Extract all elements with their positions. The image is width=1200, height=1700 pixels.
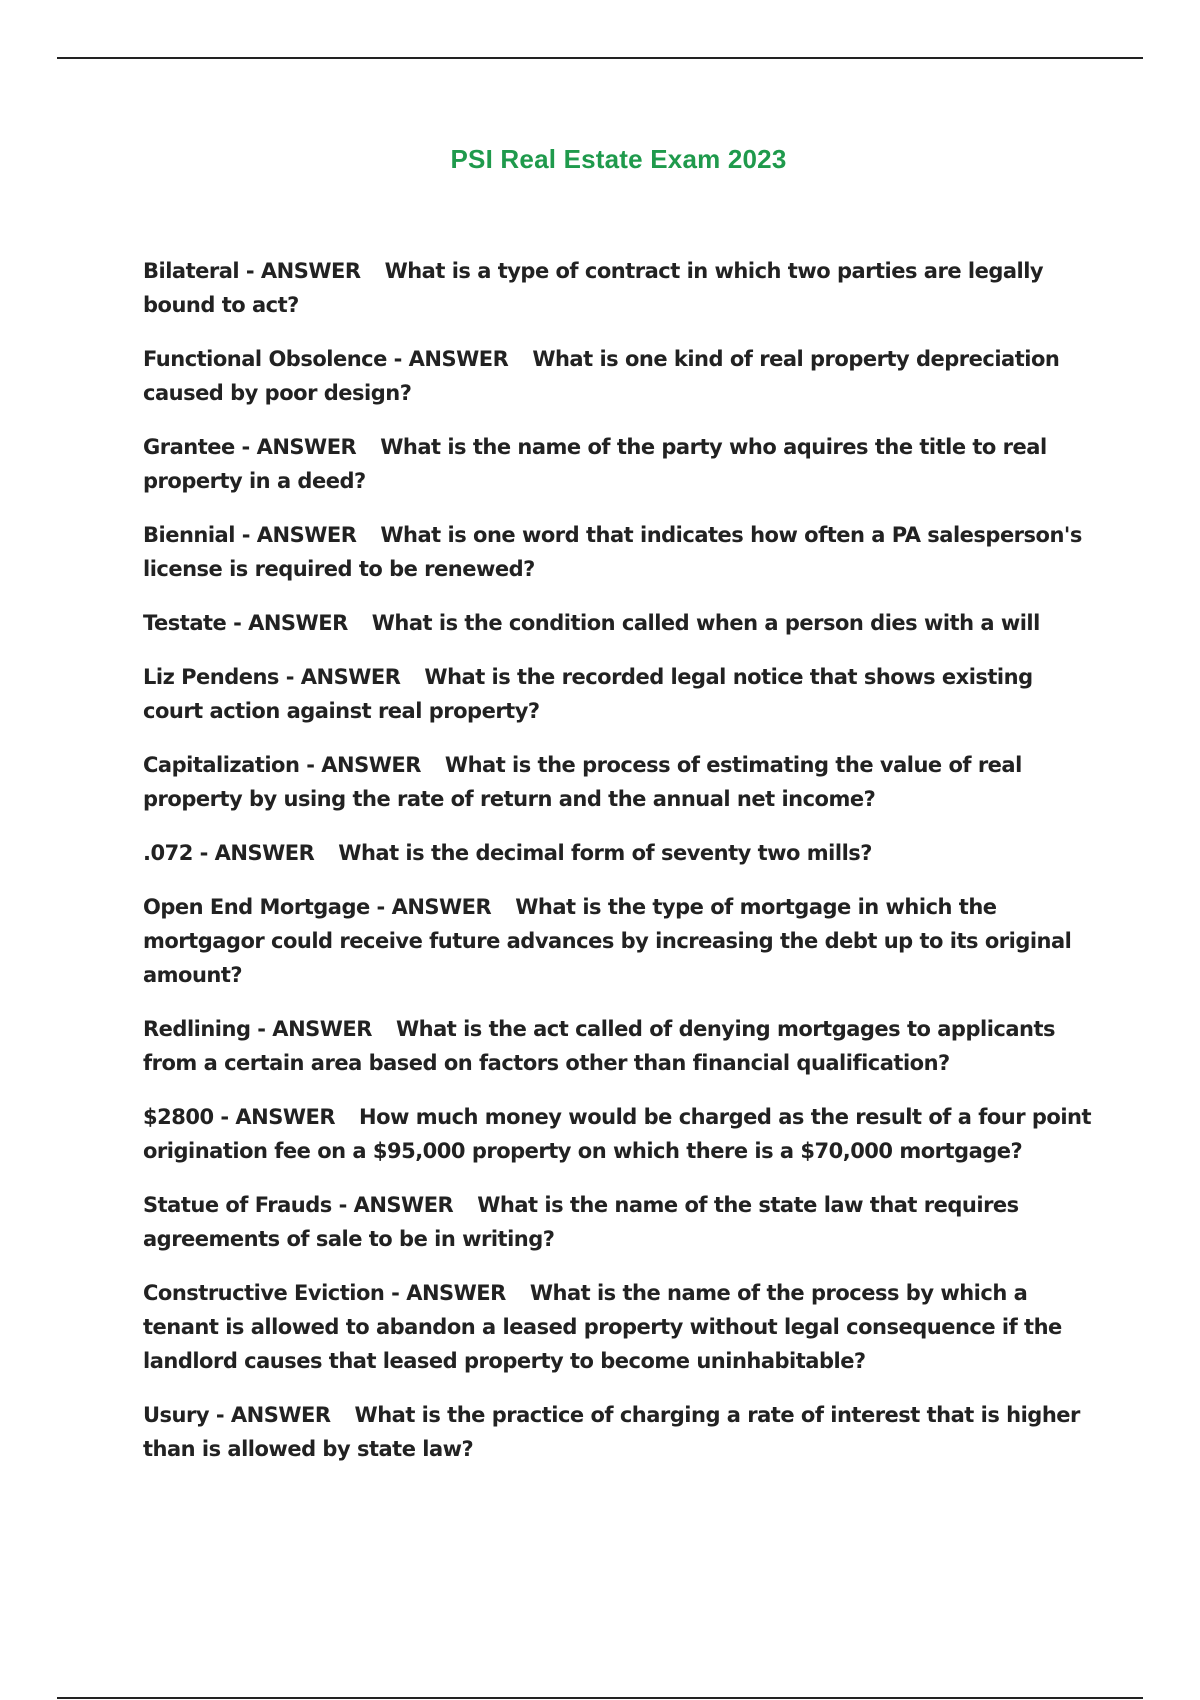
qa-question: What is one word that indicates how often a PA salesperson's license is required to be renewed?: [143, 523, 1082, 581]
qa-answer: Capitalization - ANSWER: [143, 753, 421, 777]
qa-item: [143, 518, 1093, 586]
qa-answer: $2800 - ANSWER: [143, 1105, 336, 1129]
document-title: PSI Real Estate Exam 2023: [450, 144, 787, 174]
qa-question: What is the process of estimating the value of real property by using the rate of return and the annual net income?: [143, 753, 1022, 811]
qa-item: [143, 254, 1093, 322]
qa-question: What is the name of the state law that requires agreements of sale to be in writing?: [143, 1193, 1019, 1251]
bottom-rule: [57, 1697, 1143, 1699]
qa-list: [143, 254, 1093, 1486]
qa-question: What is the practice of charging a rate of interest that is higher than is allowed by state law?: [143, 1403, 1080, 1461]
qa-answer: Usury - ANSWER: [143, 1403, 331, 1427]
qa-item: [143, 890, 1093, 992]
qa-question: What is the decimal form of seventy two mills?: [338, 841, 872, 865]
qa-question: How much money would be charged as the result of a four point origination fee on a $95,000 property on which there is a $70,000 mortgage?: [143, 1105, 1092, 1163]
qa-answer: Biennial - ANSWER: [143, 523, 357, 547]
qa-item: [143, 430, 1093, 498]
qa-item: [143, 1100, 1093, 1168]
qa-answer: Functional Obsolence - ANSWER: [143, 347, 509, 371]
qa-question: What is the name of the process by which a tenant is allowed to abandon a leased property without legal consequence if the landlord causes that leased property to become uninhabitable?: [143, 1281, 1062, 1373]
qa-answer: .072 - ANSWER: [143, 841, 315, 865]
qa-question: What is the act called of denying mortgages to applicants from a certain area based on factors other than financial qualification?: [143, 1017, 1055, 1075]
qa-answer: Constructive Eviction - ANSWER: [143, 1281, 506, 1305]
qa-item: [143, 1012, 1093, 1080]
qa-answer: Statue of Frauds - ANSWER: [143, 1193, 454, 1217]
qa-item: [143, 1276, 1093, 1378]
qa-item: [143, 748, 1093, 816]
top-rule: [57, 57, 1143, 59]
qa-question: What is a type of contract in which two parties are legally bound to act?: [143, 259, 1044, 317]
qa-item: [143, 342, 1093, 410]
qa-answer: Testate - ANSWER: [143, 611, 348, 635]
qa-question: What is one kind of real property depreciation caused by poor design?: [143, 347, 1060, 405]
qa-answer: Redlining - ANSWER: [143, 1017, 372, 1041]
qa-item: [143, 1398, 1093, 1466]
qa-answer: Bilateral - ANSWER: [143, 259, 361, 283]
qa-answer: Open End Mortgage - ANSWER: [143, 895, 492, 919]
qa-question: What is the type of mortgage in which the mortgagor could receive future advances by increasing the debt up to its original amount?: [143, 895, 1072, 987]
qa-item: [143, 1188, 1093, 1256]
qa-question: What is the recorded legal notice that shows existing court action against real property?: [143, 665, 1033, 723]
qa-item: [143, 606, 1093, 640]
qa-item: [143, 660, 1093, 728]
qa-question: What is the name of the party who aquires the title to real property in a deed?: [143, 435, 1047, 493]
qa-question: What is the condition called when a person dies with a will: [371, 611, 1040, 635]
qa-answer: Grantee - ANSWER: [143, 435, 357, 459]
qa-answer: Liz Pendens - ANSWER: [143, 665, 401, 689]
qa-item: [143, 836, 1093, 870]
